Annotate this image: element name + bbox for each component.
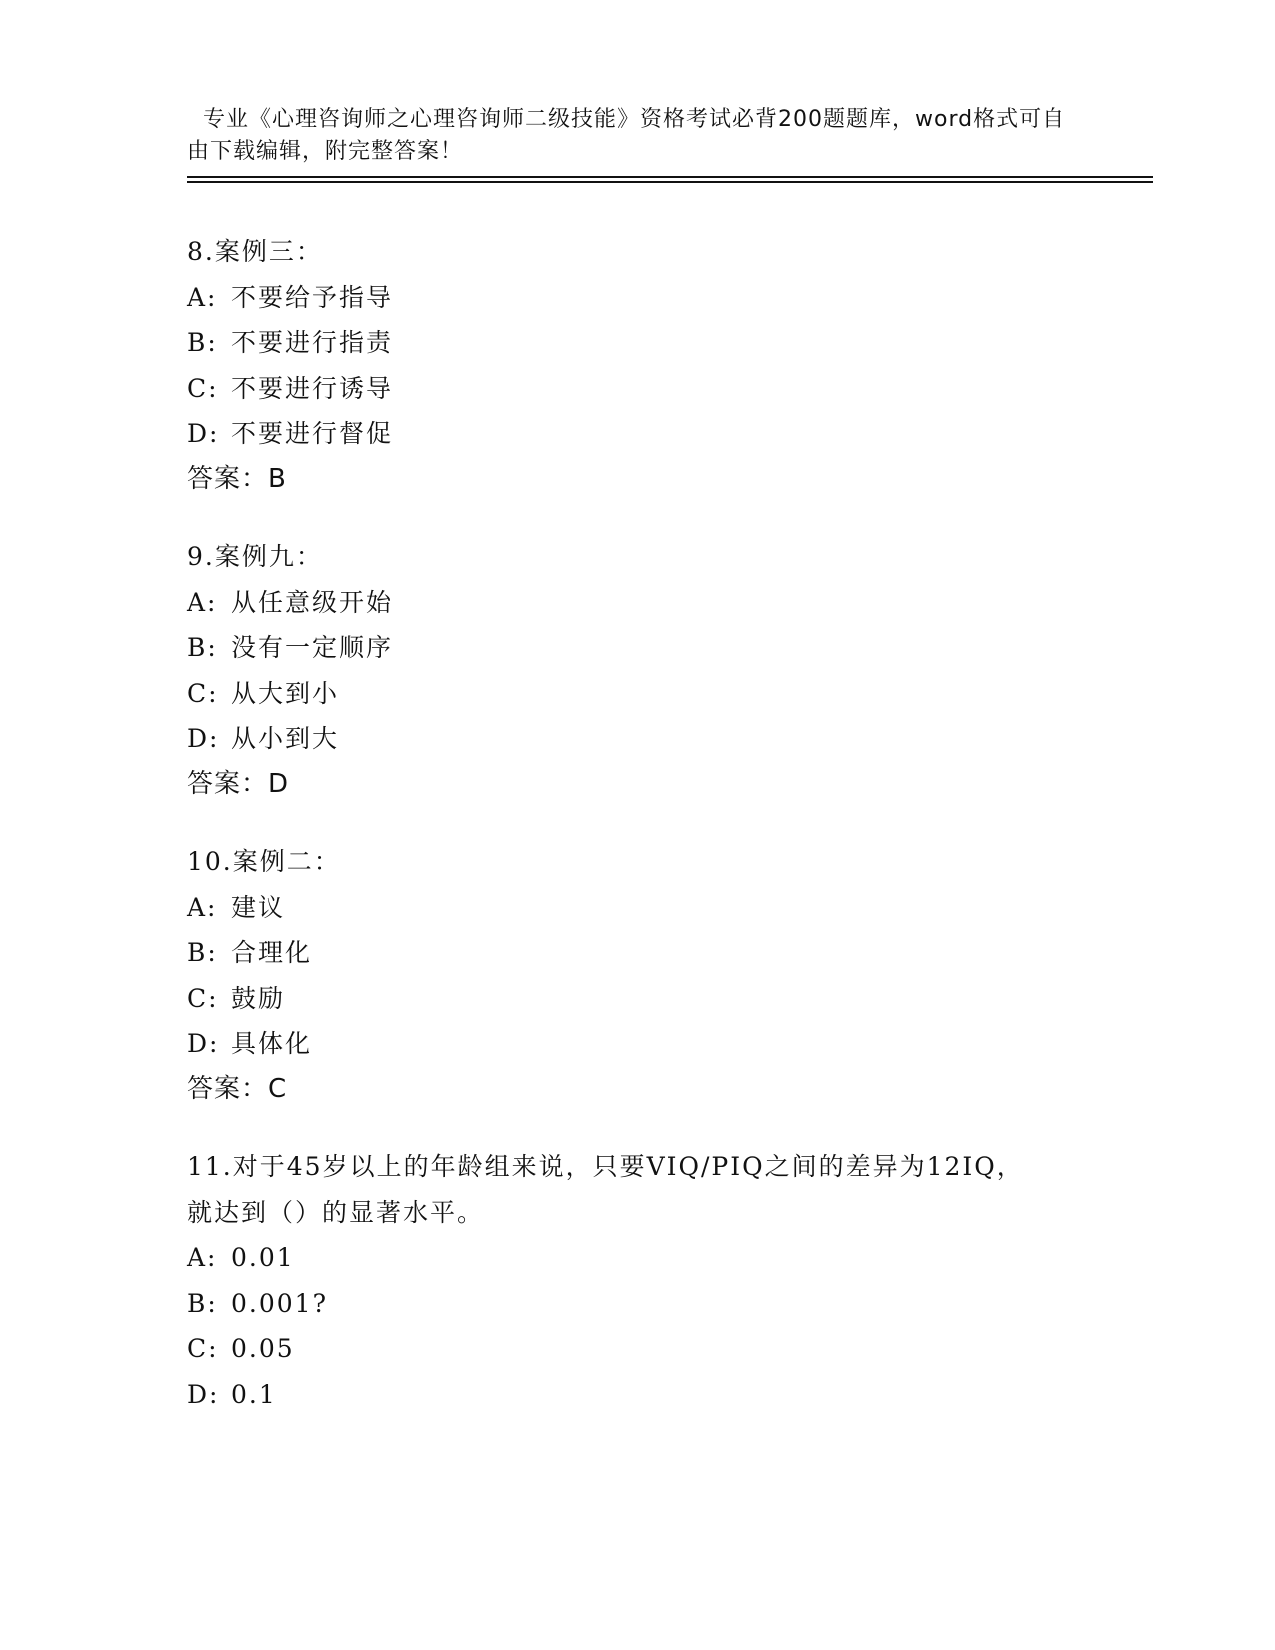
header-divider-bottom (187, 181, 1153, 183)
document-header (187, 72, 1087, 168)
option-b: B: 不要进行指责 (187, 328, 394, 357)
option-b: B: 没有一定顺序 (187, 633, 394, 662)
option-b: B: 合理化 (187, 938, 313, 967)
question-stem-line-1: 11.对于45岁以上的年龄组来说，只要VIQ/PIQ之间的差异为12IQ， (187, 1152, 1024, 1181)
header-title: 专业《心理咨询师之心理咨询师二级技能》资格考试必背200题题库，word格式可自由下载编辑，附完整答案！ (187, 107, 1066, 164)
option-d: D: 0.1 (187, 1379, 277, 1409)
question-10 (187, 839, 1087, 1112)
option-c: C: 鼓励 (187, 983, 286, 1013)
question-stem-line-2: 就达到（）的显著水平。 (187, 1197, 485, 1227)
answer-line: 答案：D (187, 768, 290, 799)
question-9 (187, 534, 1087, 807)
option-d: D: 具体化 (187, 1029, 313, 1058)
option-a: A: 0.01 (187, 1243, 295, 1272)
header-divider-top (187, 176, 1153, 178)
option-c: C: 不要进行诱导 (187, 373, 394, 403)
question-11 (187, 1144, 1087, 1417)
option-b: B: 0.001? (187, 1288, 328, 1318)
answer-line: 答案：B (187, 463, 287, 494)
option-a: A: 不要给予指导 (187, 282, 394, 312)
question-8 (187, 229, 1087, 502)
option-c: C: 0.05 (187, 1334, 295, 1363)
option-c: C: 从大到小 (187, 678, 340, 708)
answer-line: 答案：C (187, 1073, 288, 1104)
question-stem: 9.案例九： (187, 542, 323, 571)
option-a: A: 建议 (187, 892, 286, 922)
option-a: A: 从任意级开始 (187, 587, 394, 617)
option-d: D: 从小到大 (187, 724, 340, 753)
question-stem: 8.案例三： (187, 237, 323, 266)
question-stem: 10.案例二： (187, 847, 341, 876)
option-d: D: 不要进行督促 (187, 419, 394, 448)
